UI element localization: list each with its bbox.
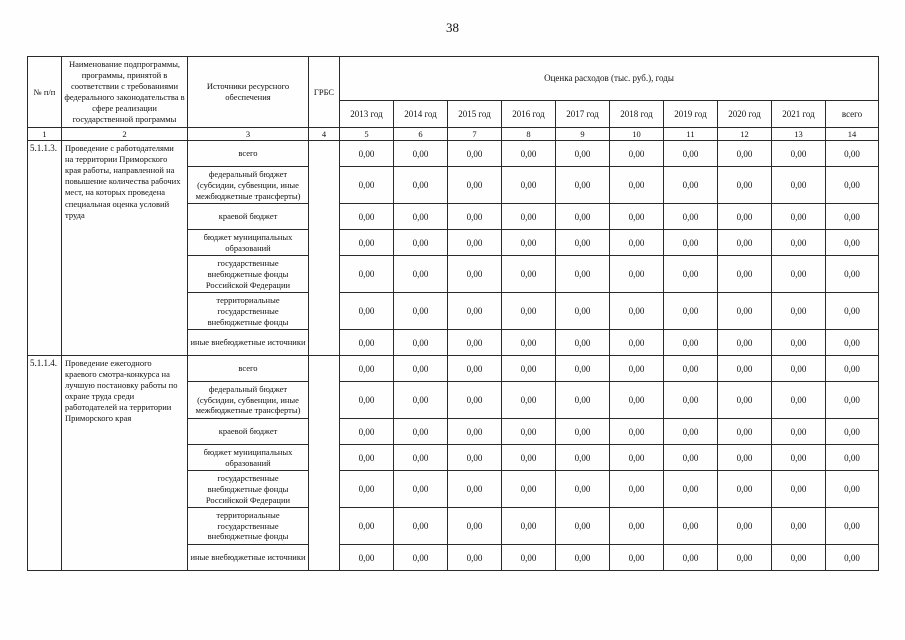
value-cell: 0,00 xyxy=(448,382,502,419)
table-header xyxy=(28,57,879,141)
value-cell: 0,00 xyxy=(718,471,772,508)
value-cell: 0,00 xyxy=(664,508,718,545)
value-cell: 0,00 xyxy=(340,419,394,445)
value-cell: 0,00 xyxy=(340,545,394,571)
value-cell: 0,00 xyxy=(718,293,772,330)
funding-source-cell: федеральный бюджет (субсидии, субвенции, иные межбюджетные трансферты) xyxy=(188,167,309,204)
value-cell: 0,00 xyxy=(340,356,394,382)
column-number-cell: 14 xyxy=(826,128,879,141)
row-number: 5.1.1.3. xyxy=(28,141,62,356)
value-cell: 0,00 xyxy=(664,382,718,419)
funding-source-cell: краевой бюджет xyxy=(188,204,309,230)
value-cell: 0,00 xyxy=(502,382,556,419)
value-cell: 0,00 xyxy=(610,445,664,471)
value-cell: 0,00 xyxy=(826,545,879,571)
value-cell: 0,00 xyxy=(502,167,556,204)
value-cell: 0,00 xyxy=(610,141,664,167)
value-cell: 0,00 xyxy=(826,445,879,471)
row-number: 5.1.1.4. xyxy=(28,356,62,571)
value-cell: 0,00 xyxy=(394,256,448,293)
value-cell: 0,00 xyxy=(448,293,502,330)
value-cell: 0,00 xyxy=(772,545,826,571)
value-cell: 0,00 xyxy=(340,141,394,167)
header-col-num: № п/п xyxy=(28,57,62,128)
value-cell: 0,00 xyxy=(394,293,448,330)
value-cell: 0,00 xyxy=(664,293,718,330)
year-header-cell: 2017 год xyxy=(556,101,610,128)
value-cell: 0,00 xyxy=(826,256,879,293)
value-cell: 0,00 xyxy=(610,293,664,330)
column-number-cell: 10 xyxy=(610,128,664,141)
value-cell: 0,00 xyxy=(664,256,718,293)
header-col-source: Источники ресурсного обеспечения xyxy=(188,57,309,128)
column-number-cell: 3 xyxy=(188,128,309,141)
value-cell: 0,00 xyxy=(664,356,718,382)
value-cell: 0,00 xyxy=(826,167,879,204)
funding-source-cell: иные внебюджетные источники xyxy=(188,330,309,356)
funding-source-cell: государственные внебюджетные фонды Российской Федерации xyxy=(188,256,309,293)
value-cell: 0,00 xyxy=(772,204,826,230)
value-cell: 0,00 xyxy=(772,356,826,382)
value-cell: 0,00 xyxy=(448,356,502,382)
column-number-cell: 11 xyxy=(664,128,718,141)
value-cell: 0,00 xyxy=(556,356,610,382)
value-cell: 0,00 xyxy=(502,508,556,545)
table-body xyxy=(28,141,879,571)
value-cell: 0,00 xyxy=(556,256,610,293)
value-cell: 0,00 xyxy=(394,230,448,256)
value-cell: 0,00 xyxy=(340,293,394,330)
year-header-cell: 2021 год xyxy=(772,101,826,128)
header-row xyxy=(28,57,879,101)
value-cell: 0,00 xyxy=(502,230,556,256)
value-cell: 0,00 xyxy=(502,545,556,571)
value-cell: 0,00 xyxy=(718,330,772,356)
value-cell: 0,00 xyxy=(340,167,394,204)
value-cell: 0,00 xyxy=(502,141,556,167)
funding-source-cell: федеральный бюджет (субсидии, субвенции, иные межбюджетные трансферты) xyxy=(188,382,309,419)
value-cell: 0,00 xyxy=(502,293,556,330)
program-name: Проведение ежегодного краевого смотра-конкурса на лучшую постановку работы по охране труда среди работодателей на территории Приморского края xyxy=(62,356,188,571)
value-cell: 0,00 xyxy=(826,330,879,356)
value-cell: 0,00 xyxy=(826,471,879,508)
value-cell: 0,00 xyxy=(772,141,826,167)
value-cell: 0,00 xyxy=(556,545,610,571)
value-cell: 0,00 xyxy=(502,204,556,230)
value-cell: 0,00 xyxy=(664,471,718,508)
grbs-cell xyxy=(309,356,340,571)
year-header-cell: 2013 год xyxy=(340,101,394,128)
value-cell: 0,00 xyxy=(448,141,502,167)
value-cell: 0,00 xyxy=(826,382,879,419)
value-cell: 0,00 xyxy=(718,356,772,382)
funding-source-cell: краевой бюджет xyxy=(188,419,309,445)
value-cell: 0,00 xyxy=(448,471,502,508)
value-cell: 0,00 xyxy=(340,330,394,356)
column-numbers-row xyxy=(28,128,879,141)
value-cell: 0,00 xyxy=(664,204,718,230)
year-header-cell: 2019 год xyxy=(664,101,718,128)
budget-table xyxy=(27,56,879,571)
value-cell: 0,00 xyxy=(772,167,826,204)
table-row xyxy=(28,141,879,167)
value-cell: 0,00 xyxy=(340,445,394,471)
year-header-cell: 2015 год xyxy=(448,101,502,128)
value-cell: 0,00 xyxy=(826,356,879,382)
value-cell: 0,00 xyxy=(448,204,502,230)
value-cell: 0,00 xyxy=(448,330,502,356)
value-cell: 0,00 xyxy=(610,545,664,571)
value-cell: 0,00 xyxy=(448,545,502,571)
year-header-cell: 2018 год xyxy=(610,101,664,128)
column-number-cell: 12 xyxy=(718,128,772,141)
value-cell: 0,00 xyxy=(718,230,772,256)
value-cell: 0,00 xyxy=(718,445,772,471)
value-cell: 0,00 xyxy=(340,471,394,508)
value-cell: 0,00 xyxy=(772,293,826,330)
column-number-cell: 1 xyxy=(28,128,62,141)
funding-source-cell: территориальные государственные внебюджетные фонды xyxy=(188,293,309,330)
value-cell: 0,00 xyxy=(664,141,718,167)
year-header-cell: 2014 год xyxy=(394,101,448,128)
value-cell: 0,00 xyxy=(394,419,448,445)
value-cell: 0,00 xyxy=(826,204,879,230)
value-cell: 0,00 xyxy=(664,419,718,445)
value-cell: 0,00 xyxy=(610,204,664,230)
value-cell: 0,00 xyxy=(826,141,879,167)
value-cell: 0,00 xyxy=(826,508,879,545)
value-cell: 0,00 xyxy=(718,141,772,167)
value-cell: 0,00 xyxy=(826,293,879,330)
value-cell: 0,00 xyxy=(772,508,826,545)
value-cell: 0,00 xyxy=(718,545,772,571)
value-cell: 0,00 xyxy=(448,419,502,445)
value-cell: 0,00 xyxy=(772,382,826,419)
value-cell: 0,00 xyxy=(718,382,772,419)
value-cell: 0,00 xyxy=(502,356,556,382)
value-cell: 0,00 xyxy=(556,141,610,167)
funding-source-cell: бюджет муниципальных образований xyxy=(188,445,309,471)
funding-source-cell: иные внебюджетные источники xyxy=(188,545,309,571)
column-number-cell: 5 xyxy=(340,128,394,141)
value-cell: 0,00 xyxy=(394,141,448,167)
value-cell: 0,00 xyxy=(502,330,556,356)
header-col-grbs: ГРБС xyxy=(309,57,340,128)
grbs-cell xyxy=(309,141,340,356)
value-cell: 0,00 xyxy=(610,356,664,382)
column-number-cell: 6 xyxy=(394,128,448,141)
value-cell: 0,00 xyxy=(340,508,394,545)
value-cell: 0,00 xyxy=(772,419,826,445)
year-header-cell: 2016 год xyxy=(502,101,556,128)
value-cell: 0,00 xyxy=(448,167,502,204)
value-cell: 0,00 xyxy=(448,230,502,256)
value-cell: 0,00 xyxy=(394,508,448,545)
value-cell: 0,00 xyxy=(664,330,718,356)
table-row xyxy=(28,356,879,382)
value-cell: 0,00 xyxy=(394,167,448,204)
value-cell: 0,00 xyxy=(448,508,502,545)
value-cell: 0,00 xyxy=(502,471,556,508)
value-cell: 0,00 xyxy=(826,419,879,445)
value-cell: 0,00 xyxy=(556,230,610,256)
value-cell: 0,00 xyxy=(448,256,502,293)
funding-source-cell: всего xyxy=(188,356,309,382)
header-col-name: Наименование подпрограммы, программы, принятой в соответствии с требованиями федерального законодательства в сфере реализации государственной программы xyxy=(62,57,188,128)
column-number-cell: 9 xyxy=(556,128,610,141)
funding-source-cell: бюджет муниципальных образований xyxy=(188,230,309,256)
column-number-cell: 4 xyxy=(309,128,340,141)
value-cell: 0,00 xyxy=(610,167,664,204)
value-cell: 0,00 xyxy=(772,445,826,471)
value-cell: 0,00 xyxy=(610,508,664,545)
value-cell: 0,00 xyxy=(556,204,610,230)
value-cell: 0,00 xyxy=(340,382,394,419)
funding-source-cell: территориальные государственные внебюджетные фонды xyxy=(188,508,309,545)
value-cell: 0,00 xyxy=(502,419,556,445)
value-cell: 0,00 xyxy=(556,508,610,545)
value-cell: 0,00 xyxy=(718,167,772,204)
column-number-cell: 13 xyxy=(772,128,826,141)
value-cell: 0,00 xyxy=(502,445,556,471)
column-number-cell: 2 xyxy=(62,128,188,141)
value-cell: 0,00 xyxy=(772,256,826,293)
funding-source-cell: государственные внебюджетные фонды Российской Федерации xyxy=(188,471,309,508)
value-cell: 0,00 xyxy=(718,419,772,445)
year-header-cell: 2020 год xyxy=(718,101,772,128)
value-cell: 0,00 xyxy=(556,167,610,204)
value-cell: 0,00 xyxy=(610,471,664,508)
value-cell: 0,00 xyxy=(664,230,718,256)
value-cell: 0,00 xyxy=(394,545,448,571)
value-cell: 0,00 xyxy=(664,167,718,204)
value-cell: 0,00 xyxy=(664,545,718,571)
value-cell: 0,00 xyxy=(394,204,448,230)
value-cell: 0,00 xyxy=(340,204,394,230)
value-cell: 0,00 xyxy=(556,419,610,445)
value-cell: 0,00 xyxy=(394,330,448,356)
value-cell: 0,00 xyxy=(556,445,610,471)
value-cell: 0,00 xyxy=(556,293,610,330)
value-cell: 0,00 xyxy=(718,256,772,293)
value-cell: 0,00 xyxy=(772,471,826,508)
value-cell: 0,00 xyxy=(448,445,502,471)
value-cell: 0,00 xyxy=(502,256,556,293)
value-cell: 0,00 xyxy=(340,230,394,256)
value-cell: 0,00 xyxy=(610,330,664,356)
value-cell: 0,00 xyxy=(340,256,394,293)
value-cell: 0,00 xyxy=(556,382,610,419)
value-cell: 0,00 xyxy=(772,330,826,356)
value-cell: 0,00 xyxy=(394,356,448,382)
value-cell: 0,00 xyxy=(610,382,664,419)
value-cell: 0,00 xyxy=(610,419,664,445)
value-cell: 0,00 xyxy=(556,471,610,508)
value-cell: 0,00 xyxy=(394,445,448,471)
column-number-cell: 8 xyxy=(502,128,556,141)
value-cell: 0,00 xyxy=(718,508,772,545)
funding-source-cell: всего xyxy=(188,141,309,167)
program-name: Проведение с работодателями на территории Приморского края работы, направленной на повышение количества рабочих мест, на которых проведена специальная оценка условий труда xyxy=(62,141,188,356)
value-cell: 0,00 xyxy=(718,204,772,230)
header-col-costs: Оценка расходов (тыс. руб.), годы xyxy=(340,57,879,101)
value-cell: 0,00 xyxy=(772,230,826,256)
value-cell: 0,00 xyxy=(610,256,664,293)
value-cell: 0,00 xyxy=(610,230,664,256)
value-cell: 0,00 xyxy=(826,230,879,256)
value-cell: 0,00 xyxy=(394,471,448,508)
value-cell: 0,00 xyxy=(394,382,448,419)
column-number-cell: 7 xyxy=(448,128,502,141)
year-header-cell: всего xyxy=(826,101,879,128)
value-cell: 0,00 xyxy=(556,330,610,356)
page-number: 38 xyxy=(446,20,459,35)
value-cell: 0,00 xyxy=(664,445,718,471)
